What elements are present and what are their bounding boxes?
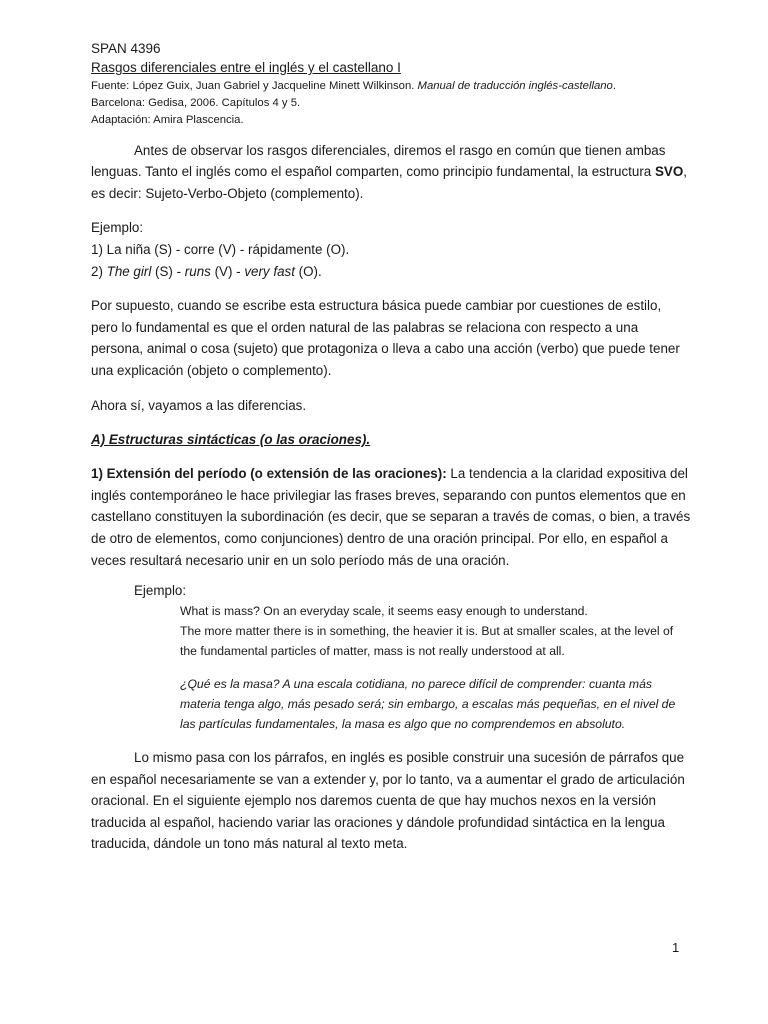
source-suffix: . <box>612 80 616 92</box>
item1-text: La tendencia a la claridad expositiva del inglés contemporáneo le hace privilegiar las frases breves, separando con puntos elementos que en castellano constituyen la subordinación (es decir, que se separan a través de comas, o bien, a través de otro de elementos, como conjunciones) dentro de una oración principal. Por ello, en español a veces resultará necesario unir en un solo período más de una oración. <box>91 466 691 568</box>
source-citation <box>91 78 691 95</box>
spanish-translation <box>180 674 691 734</box>
example-number: 2) <box>91 263 107 279</box>
source-book-title: Manual de traducción inglés-castellano <box>417 80 613 92</box>
example-subject-tag: (S) - <box>151 263 185 279</box>
adaptation-line: Adaptación: Amira Plascencia. <box>91 114 244 127</box>
svo-term: SVO <box>654 164 684 180</box>
spanish-translation-text: ¿Qué es la masa? A una escala cotidiana, no parece difícil de comprender: cuanta más materia tenga algo, más pesado será; sin embargo, a escalas más pequeñas, en el nivel de las partículas fundamentales, la masa es algo que no comprendemos en absoluto. <box>180 677 676 732</box>
intro-text-after: , es decir: Sujeto-Verbo-Objeto (complemento). <box>91 164 687 201</box>
english-example-line: The more matter there is in something, the heavier it is. But at smaller scales, at the level of the fundamental particles of matter, mass is not really understood at all. <box>180 624 674 659</box>
section-heading: A) Estructuras sintácticas (o las oraciones). <box>91 432 371 448</box>
document-page <box>91 40 691 855</box>
document-title: Rasgos diferenciales entre el inglés y el castellano I <box>91 60 401 75</box>
example-object: very fast <box>244 263 295 279</box>
item1-title: 1) Extensión del período (o extensión de las oraciones): <box>91 466 447 482</box>
closing-paragraph: Lo mismo pasa con los párrafos, en inglés es posible construir una sucesión de párrafos que en español necesariamente se van a extender y, por lo tanto, va a aumentar el grado de articulación oracional. En el siguiente ejemplo nos daremos cuenta de que hay muchos nexos en la versión traducida al español, haciendo variar las oraciones y dándole profundidad sintáctica en la lengua traducida, dándole un tono más natural al texto meta. <box>91 750 685 852</box>
section-example-label: Ejemplo: <box>134 583 187 599</box>
example-label: Ejemplo: <box>91 220 144 236</box>
source-prefix: Fuente: López Guix, Juan Gabriel y Jacqueline Minett Wilkinson. <box>91 80 418 92</box>
english-example <box>180 601 691 661</box>
intro-paragraph <box>91 140 691 205</box>
example-english <box>91 261 691 283</box>
transition-paragraph: Ahora sí, vayamos a las diferencias. <box>91 397 307 413</box>
example-verb: runs <box>184 263 211 279</box>
example-spanish: 1) La niña (S) - corre (V) - rápidamente (O). <box>91 241 350 257</box>
course-code: SPAN 4396 <box>91 41 161 56</box>
example-object-tag: (O). <box>294 263 322 279</box>
page-number: 1 <box>672 940 680 955</box>
item1-paragraph <box>91 463 691 571</box>
intro-text-before: Antes de observar los rasgos diferenciales, diremos el rasgo en común que tienen ambas lenguas. Tanto el inglés como el español comparten, como principio fundamental, la estructura <box>91 142 666 180</box>
english-example-line: What is mass? On an everyday scale, it seems easy enough to understand. <box>180 604 588 619</box>
structure-paragraph: Por supuesto, cuando se escribe esta estructura básica puede cambiar por cuestiones de estilo, pero lo fundamental es que el orden natural de las palabras se relaciona con respecto a una persona, animal o cosa (sujeto) que protagoniza o lleva a cabo una acción (verbo) que puede tener una explicación (objeto o complemento). <box>91 298 680 378</box>
publisher-line: Barcelona: Gedisa, 2006. Capítulos 4 y 5. <box>91 97 301 110</box>
example-subject: The girl <box>106 263 152 279</box>
example-verb-tag: (V) - <box>210 263 245 279</box>
